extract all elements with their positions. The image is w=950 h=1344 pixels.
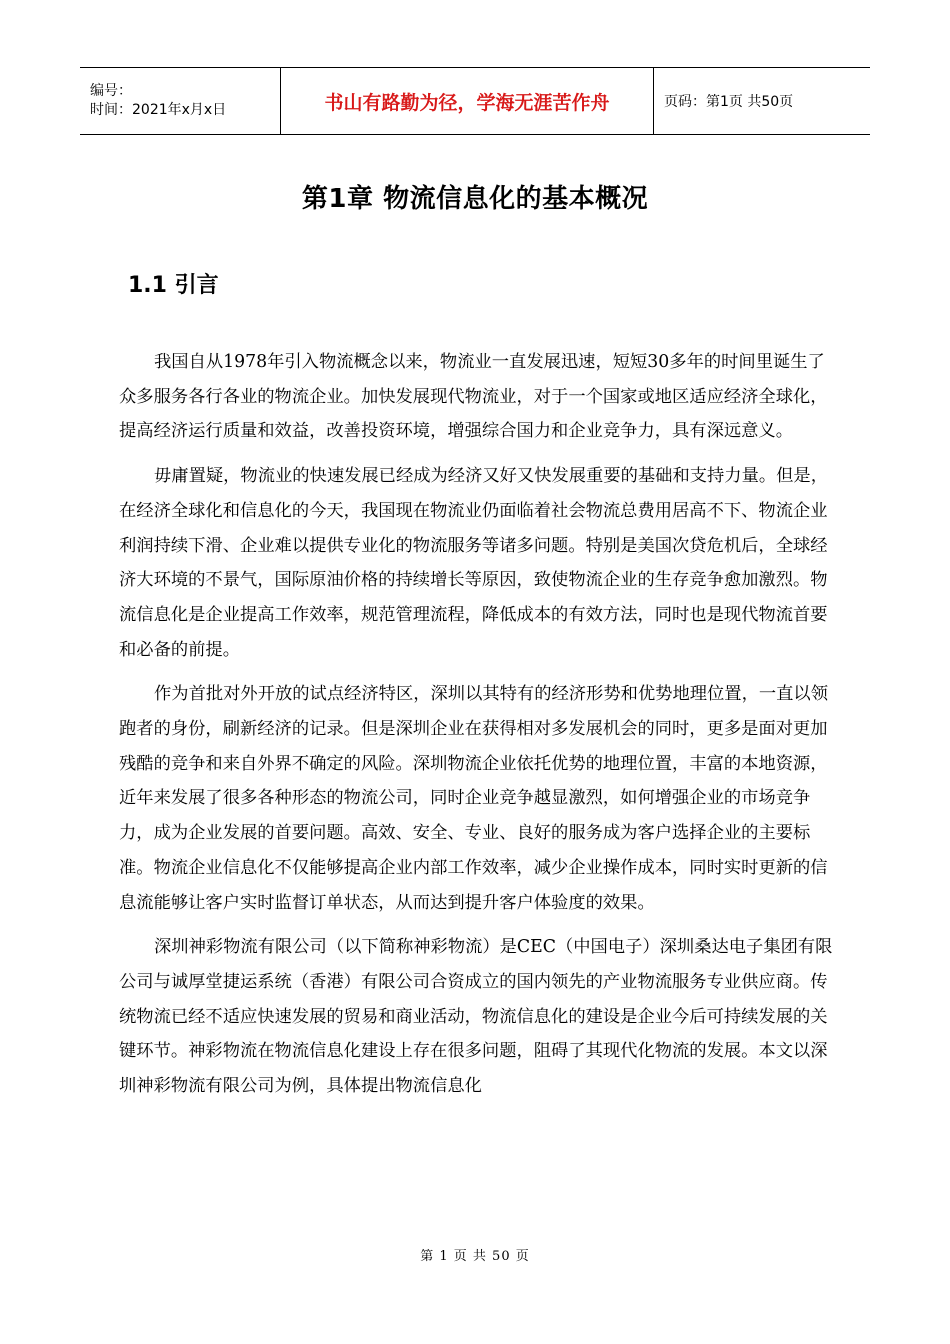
paragraph: 深圳神彩物流有限公司（以下简称神彩物流）是CEC（中国电子）深圳桑达电子集团有限公司与诚厚堂捷运系统（香港）有限公司合资成立的国内领先的产业物流服务专业供应商。传统物流已经不适应快速发展的贸易和商业活动，物流信息化的建设是企业今后可持续发展的关键环节。神彩物流在物流信息化建设上存在很多问题，阻碍了其现代化物流的发展。本文以深圳神彩物流有限公司为例，具体提出物流信息化	[119, 937, 833, 1097]
header-time: 时间：2021年x月x日	[90, 102, 227, 118]
section-title: 1.1 引言	[128, 273, 219, 298]
page-header	[80, 67, 870, 135]
body-text	[119, 345, 835, 1114]
header-page-info: 页码：第1页 共50页	[664, 94, 794, 110]
chapter-title: 第1章 物流信息化的基本概况	[301, 184, 649, 214]
header-meta	[80, 68, 281, 134]
page-footer: 第 1 页 共 50 页	[420, 1249, 530, 1264]
paragraph: 毋庸置疑，物流业的快速发展已经成为经济又好又快发展重要的基础和支持力量。但是，在经济全球化和信息化的今天，我国现在物流业仍面临着社会物流总费用居高不下、物流企业利润持续下滑、企业难以提供专业化的物流服务等诸多问题。特别是美国次贷危机后，全球经济大环境的不景气，国际原油价格的持续增长等原因，致使物流企业的生存竞争愈加激烈。物流信息化是企业提高工作效率，规范管理流程，降低成本的有效方法，同时也是现代物流首要和必备的前提。	[119, 466, 828, 660]
paragraph: 我国自从1978年引入物流概念以来，物流业一直发展迅速，短短30多年的时间里诞生了众多服务各行各业的物流企业。加快发展现代物流业，对于一个国家或地区适应经济全球化，提高经济运行质量和效益，改善投资环境，增强综合国力和企业竞争力，具有深远意义。	[119, 352, 828, 442]
header-number: 编号：	[90, 83, 132, 99]
header-motto: 书山有路勤为径，学海无涯苦作舟	[281, 68, 654, 134]
paragraph: 作为首批对外开放的试点经济特区，深圳以其特有的经济形势和优势地理位置，一直以领跑者的身份，刷新经济的记录。但是深圳企业在获得相对多发展机会的同时，更多是面对更加残酷的竞争和来自外界不确定的风险。深圳物流企业依托优势的地理位置，丰富的本地资源，近年来发展了很多各种形态的物流公司，同时企业竞争越显激烈，如何增强企业的市场竞争力，成为企业发展的首要问题。高效、安全、专业、良好的服务成为客户选择企业的主要标准。物流企业信息化不仅能够提高企业内部工作效率，减少企业操作成本，同时实时更新的信息流能够让客户实时监督订单状态，从而达到提升客户体验度的效果。	[119, 684, 828, 913]
